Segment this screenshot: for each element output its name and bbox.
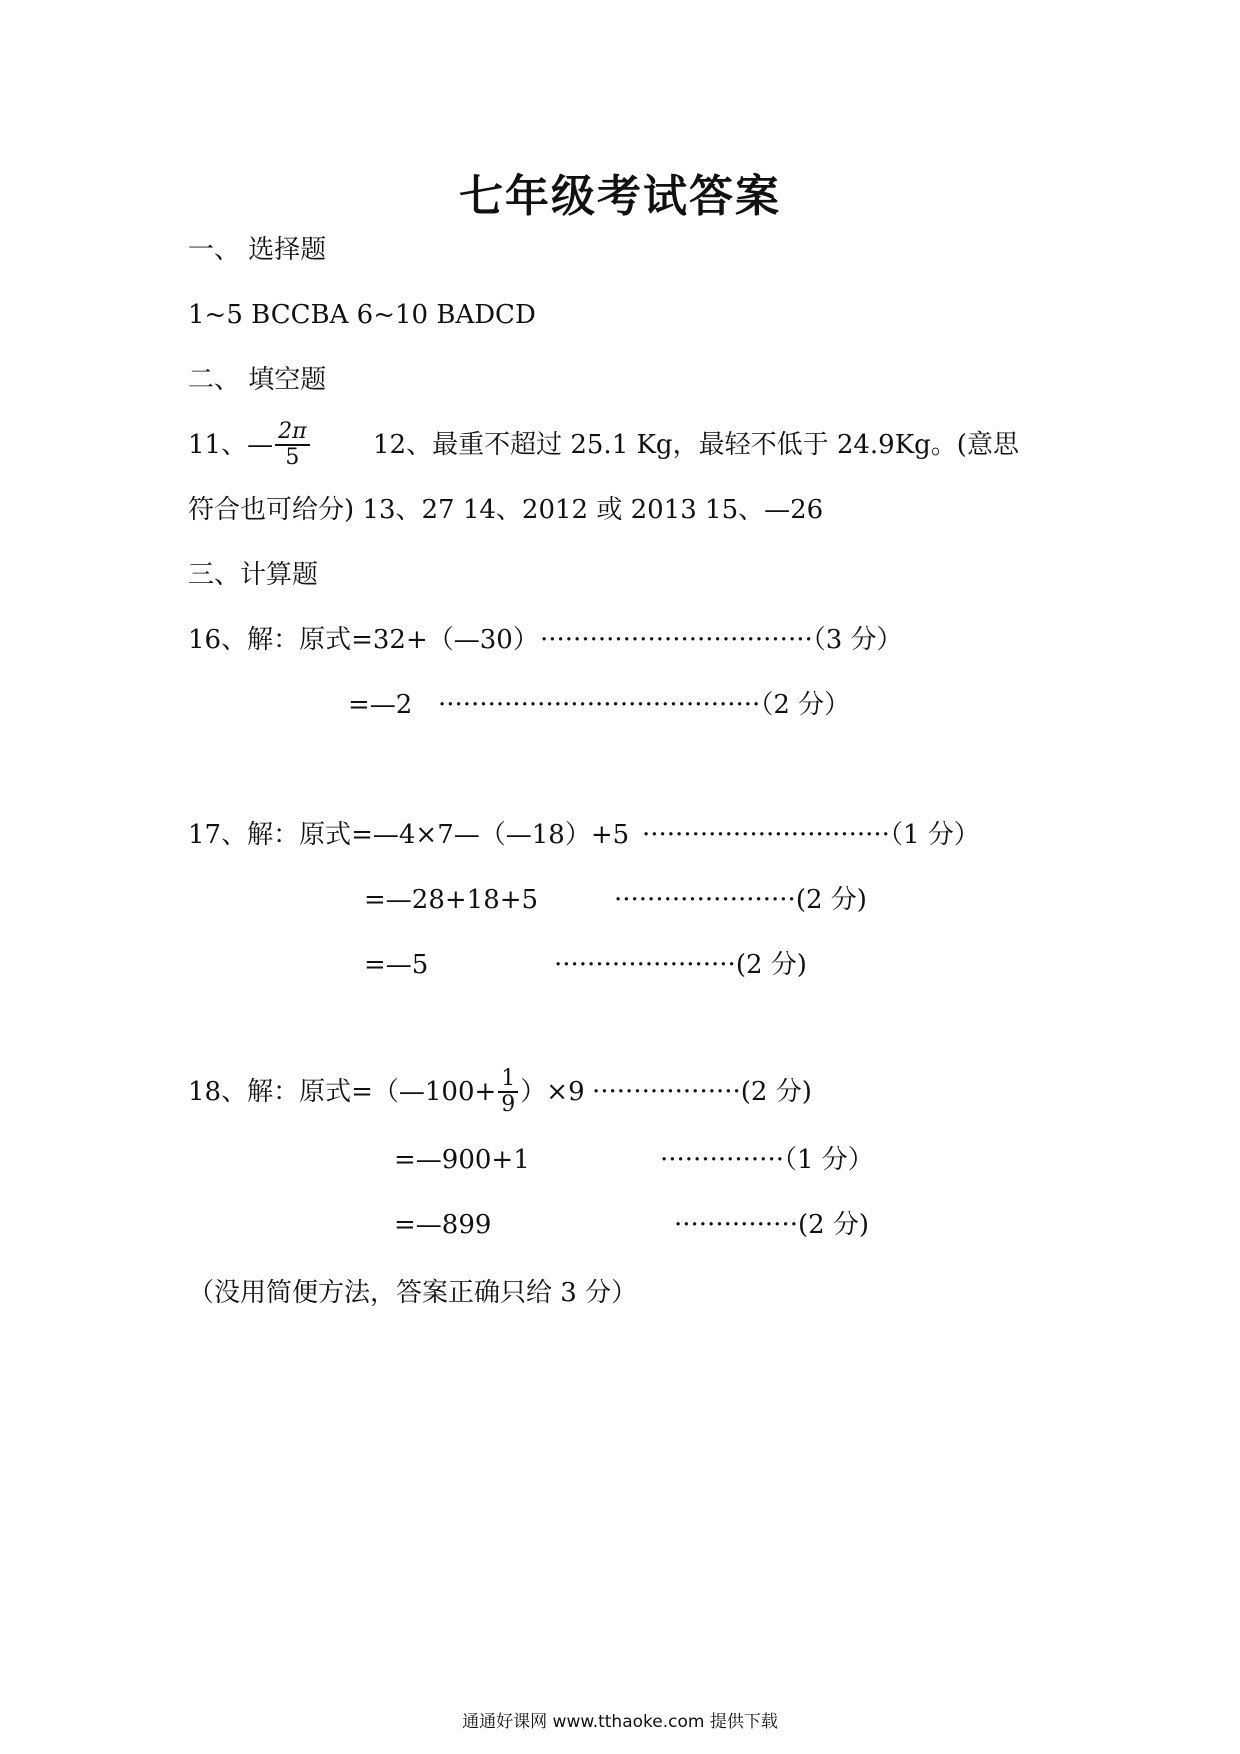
q16-line1: 16、解：原式=32+（—30） xyxy=(188,625,539,655)
section1-heading: 一、 选择题 xyxy=(188,235,327,265)
q12-answer: 12、最重不超过 25.1 Kg，最轻不低于 24.9Kg。(意思 xyxy=(373,430,1019,460)
q11-numerator: 2π xyxy=(275,420,309,446)
section2-heading: 二、 填空题 xyxy=(188,365,327,395)
q17-line2: =—28+18+5 xyxy=(364,885,539,915)
page-title: 七年级考试答案 xyxy=(459,171,781,222)
q17-line1-score: ······························（1 分） xyxy=(642,820,980,850)
q16-line1-score: ·································（3 分） xyxy=(540,625,903,655)
q17-line3-score: ······················(2 分) xyxy=(554,950,807,980)
q18-denominator: 9 xyxy=(501,1092,516,1117)
q16-line2: =—2 xyxy=(348,690,413,720)
q18-fraction xyxy=(498,1067,518,1117)
q11-fraction xyxy=(275,420,309,470)
section3-heading: 三、计算题 xyxy=(188,560,319,590)
section1-answers: 1~5 BCCBA 6~10 BADCD xyxy=(188,300,536,330)
q17-line2-score: ······················(2 分) xyxy=(614,885,867,915)
q18-line3: =—899 xyxy=(394,1210,492,1240)
q18-line1-score: ··················(2 分) xyxy=(592,1077,812,1107)
q18-line1-suffix: ）×9 xyxy=(520,1077,585,1107)
q11-answer xyxy=(188,415,312,475)
q11-label: 11、— xyxy=(188,430,274,460)
q18-line3-score: ···············(2 分) xyxy=(674,1210,870,1240)
q18-line2: =—900+1 xyxy=(394,1145,530,1175)
q11-denominator: 5 xyxy=(285,445,300,470)
q16-line2-score: ·······································（2 分） xyxy=(438,690,851,720)
section2-line2: 符合也可给分) 13、27 14、2012 或 2013 15、—26 xyxy=(188,495,824,525)
footer-text: 通通好课网 www.tthaoke.com 提供下载 xyxy=(462,1712,778,1732)
q18-numerator: 1 xyxy=(498,1067,518,1093)
q17-line1: 17、解：原式=—4×7—（—18）+5 xyxy=(188,820,630,850)
q18-line2-score: ···············（1 分） xyxy=(660,1145,874,1175)
q18-line1-prefix: 18、解：原式=（—100+ xyxy=(188,1077,497,1107)
q18-line1 xyxy=(188,1060,585,1124)
q17-line3: =—5 xyxy=(364,950,429,980)
scoring-note: （没用简便方法，答案正确只给 3 分） xyxy=(188,1278,638,1308)
